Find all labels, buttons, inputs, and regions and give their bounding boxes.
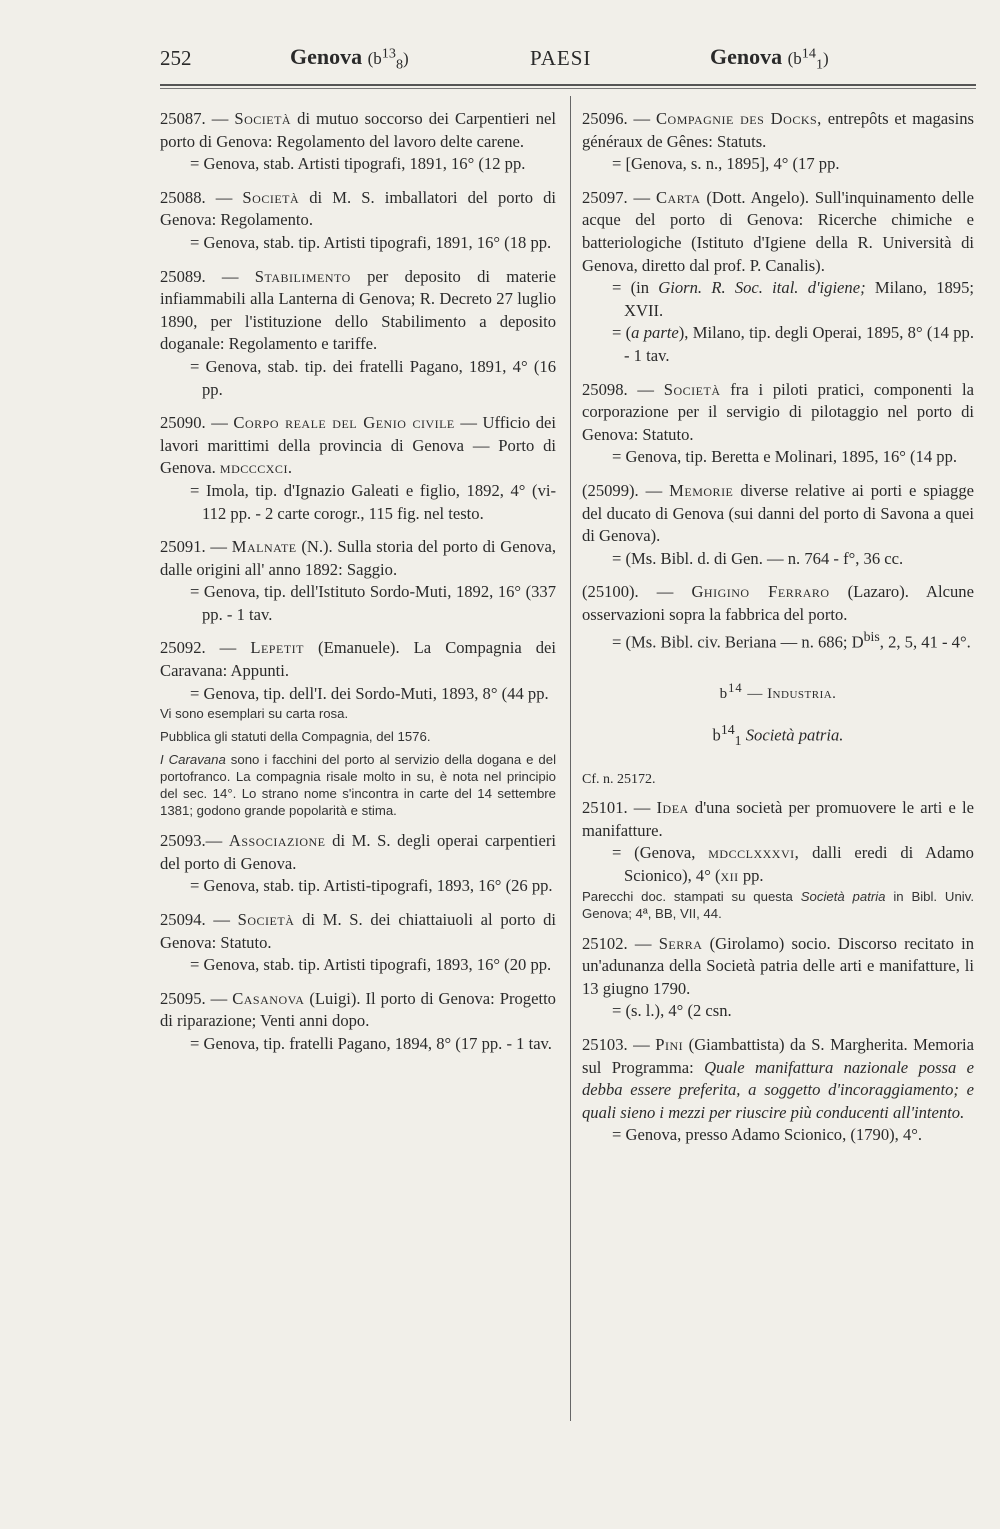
entry-note (582, 888, 974, 922)
entry-imprint: = Genova, presso Adamo Scionico, (1790), 4°. (612, 1125, 923, 1145)
entry-note: Pubblica gli statuti della Compagnia, del 1576. (160, 729, 431, 745)
entry-text: di M. S. degli operai carpentieri del porto di Genova. (160, 831, 556, 873)
entry-25087 (160, 108, 556, 176)
entry-text: (Dott. Angelo). Sull'inquinamento delle acque del porto di Genova: Ricerche chimiche e batteriologiche (Istituto d'Igiene della R. Università di Genova, diretto dal prof. P. Canalis). (582, 187, 975, 275)
entry-number: 25095. — (160, 988, 228, 1008)
page-number: 252 (160, 46, 192, 70)
subsection-sup: 14 (720, 722, 735, 738)
entry-text: entrepôts et magasins généraux de Gênes: Statuts. (582, 109, 974, 151)
header-left-word: Genova (290, 44, 363, 69)
entry-25098 (582, 379, 974, 469)
entry-text: fra i piloti pratici, componenti la corporazione per il servigio di pilotaggio nel porto di Genova: Statuto. (582, 379, 974, 444)
header-right-word: Genova (710, 44, 783, 69)
entry-imprint: = Genova, stab. Artisti tipografi, 1891, 16° (12 pp. (190, 154, 526, 174)
entry-25103 (582, 1034, 974, 1147)
imprint-text: dalli eredi di Adamo Scionico), 4° ( (624, 843, 974, 885)
entry-heading: Carta (655, 187, 701, 207)
imprint-text: Milano, 1895; XVII. (624, 278, 974, 320)
header-right-b: (b (787, 49, 802, 68)
entry-text: (Lazaro). Alcune osservazioni sopra la fabbrica del porto. (582, 582, 974, 624)
entry-25096 (582, 108, 974, 176)
left-column (160, 108, 556, 1067)
imprint-journal: Giorn. R. Soc. ital. d'igiene; (658, 278, 866, 298)
note-emphasis: Società patria (800, 888, 886, 904)
header-center: PAESI (530, 46, 592, 70)
entry-25091 (160, 536, 556, 626)
entry-number: 25097. — (582, 187, 651, 207)
note-text: sono i facchini del porto al servizio della dogana e del portofranco. La compagnia risale molto in su, è nota nel principio del sec. 14°. Lo strano nome s'incontra in carte del 14 settembre 1381; godono grande popolarità e stima. (160, 752, 556, 819)
entry-imprint: = Genova, tip. dell'Istituto Sordo-Muti, 1892, 16° (337 pp. - 1 tav. (190, 582, 556, 624)
entry-imprint: = Imola, tip. d'Ignazio Galeati e figlio, 1892, 4° (vi-112 pp. - 2 carte corogr., 115 fig. nel testo. (190, 480, 556, 523)
entry-number: 25098. — (582, 379, 654, 399)
column-divider (570, 96, 571, 1421)
right-column (582, 108, 974, 1158)
entry-25088 (160, 187, 556, 255)
entry-imprint (582, 842, 974, 887)
entry-imprint: = Genova, tip. dell'I. dei Sordo-Muti, 1893, 8° (44 pp. (190, 683, 549, 703)
note-text: Parecchi doc. stampati su questa (582, 888, 793, 904)
imprint-text: = (Ms. Bibl. civ. Beriana — n. 686; D (612, 633, 864, 652)
subsection-sub: 1 (734, 733, 742, 749)
entry-25097 (582, 187, 974, 368)
imprint-text: = (Genova, (612, 843, 696, 863)
entry-heading: Stabilimento (254, 266, 351, 286)
entry-25092 (160, 637, 556, 819)
entry-heading: Compagnie des Docks, (655, 109, 822, 128)
header-left-b: (b (367, 49, 382, 68)
entry-text: (Luigi). Il porto di Genova: Progetto di riparazione; Venti anni dopo. (160, 988, 556, 1031)
imprint-text: pp. (742, 866, 764, 885)
entry-heading: Memorie (669, 480, 734, 500)
entry-number: 25092. — (160, 638, 237, 658)
entry-heading: Serra (658, 933, 703, 953)
header-right-close: ) (823, 49, 829, 68)
entry-year: mdcccxci. (219, 458, 293, 478)
entry-imprint: = (Ms. Bibl. d. di Gen. — n. 764 - f°, 36 cc. (612, 548, 904, 568)
entry-imprint (582, 626, 974, 654)
imprint-emphasis: a parte (631, 323, 679, 343)
entry-25101 (582, 797, 974, 921)
imprint-text: = ( (612, 323, 632, 343)
entry-imprint: = Genova, stab. tip. Artisti tipografi, 1891, 16° (18 pp. (190, 232, 552, 252)
header-left-sub: 8 (395, 56, 404, 73)
entry-text: per deposito di materie infiammabili alla Lanterna di Genova; R. Decreto 27 luglio 1890, per l'istituzione dello Stabilimento a deposito doganale: Regolamento e tariffe. (160, 266, 556, 354)
entry-imprint: = [Genova, s. n., 1895], 4° (17 pp. (612, 154, 840, 174)
header-left-title (290, 44, 409, 73)
entry-25090 (160, 412, 556, 525)
entry-number: 25090. — (160, 413, 228, 433)
entry-imprint: = Genova, stab. tip. dei fratelli Pagano, 1891, 4° (16 pp. (190, 356, 556, 399)
imprint-pages: xii (720, 866, 739, 885)
entry-imprint: = Genova, stab. tip. Artisti tipografi, 1893, 16° (20 pp. (190, 955, 552, 975)
imprint-text: , 2, 5, 41 - 4°. (879, 633, 971, 652)
entry-number: 25088. — (160, 187, 233, 207)
section-sup: 14 (728, 680, 743, 695)
section-label: b (719, 685, 729, 702)
subsection-title: Società patria. (745, 725, 844, 745)
entry-note: Vi sono esemplari su carta rosa. (160, 706, 349, 722)
entry-25102 (582, 933, 974, 1023)
header-right-code (787, 45, 829, 73)
entry-text: (Emanuele). La Compagnia dei Caravana: Appunti. (160, 638, 557, 681)
entry-number: 25091. — (160, 537, 227, 557)
imprint-year: mdcclxxxvi, (708, 843, 800, 863)
entry-imprint: = Genova, stab. tip. Artisti-tipografi, 1893, 16° (26 pp. (190, 876, 553, 896)
entry-imprint: = Genova, tip. Beretta e Molinari, 1895, 16° (14 pp. (612, 447, 958, 467)
entry-number: 25087. — (160, 109, 229, 128)
entry-text: (Girolamo) socio. Discorso recitato in un'adunanza della Società patria delle arti e manifatture, li 13 giugno 1790. (582, 933, 975, 998)
entry-number: 25089. — (160, 266, 239, 286)
entry-25094 (160, 909, 556, 977)
entry-heading: Lepetit (250, 638, 304, 658)
entry-heading: Associazione (228, 831, 326, 851)
entry-25100 (582, 581, 974, 654)
entry-number: 25103. — (582, 1034, 650, 1054)
header-left-close: ) (403, 49, 409, 68)
header-right-sup: 14 (801, 45, 816, 62)
header-rule-thin (160, 88, 976, 89)
entry-25093 (160, 830, 556, 898)
entry-text: di M. S. dei chiattaiuoli al porto di Genova: Statuto. (160, 910, 556, 952)
imprint-text: = (in (612, 278, 650, 298)
imprint-text: ), Milano, tip. degli Operai, 1895, 8° (14 pp. - 1 tav. (624, 323, 974, 365)
entry-imprint (582, 277, 974, 322)
entry-25089 (160, 266, 556, 402)
entry-25095 (160, 988, 556, 1056)
entry-imprint (582, 322, 974, 367)
subsection-label: b (712, 725, 721, 745)
section-title: — Industria. (747, 685, 837, 702)
header-left-sup: 13 (381, 45, 396, 62)
header-right-sub: 1 (815, 56, 824, 73)
entry-number: 25101. — (582, 798, 651, 818)
entry-heading: Corpo reale del Genio civile (233, 413, 455, 433)
note-emphasis: I Caravana (160, 752, 226, 768)
entry-heading: Società (237, 910, 295, 930)
entry-number: 25096. — (582, 109, 651, 128)
entry-text: (N.). Sulla storia del porto di Genova, dalle origini all' anno 1892: Saggio. (160, 537, 556, 579)
entry-heading: Società (663, 379, 721, 399)
entry-number: 25102. — (582, 933, 652, 953)
entry-imprint: = (s. l.), 4° (2 csn. (612, 1001, 732, 1021)
entry-text: diverse relative ai porti e spiagge del ducato di Genova (sui danni del porto di Savona a quei di Genova). (582, 480, 974, 546)
entry-heading: Idea (656, 798, 689, 818)
entry-heading: Malnate (231, 537, 297, 557)
entry-heading: Ghigino Ferraro (691, 582, 830, 602)
header-right-title (710, 44, 829, 73)
entry-text: — Ufficio dei lavori marittimi della provincia di Genova — Porto di Genova. (160, 413, 557, 478)
entry-heading: Pini (655, 1034, 684, 1054)
entry-text: d'una società per promuovere le arti e le manifatture. (582, 798, 975, 840)
entry-number: 25093.— (160, 831, 223, 851)
running-header (160, 44, 980, 80)
header-rule-thick (160, 84, 976, 86)
entry-25099 (582, 480, 974, 570)
entry-imprint: = Genova, tip. fratelli Pagano, 1894, 8° (17 pp. - 1 tav. (190, 1034, 552, 1053)
entry-number: 25094. — (160, 910, 230, 930)
entry-text: di M. S. imballatori del porto di Genova: Regolamento. (160, 187, 556, 230)
entry-note (160, 751, 556, 819)
header-left-code (367, 45, 409, 73)
cross-reference: Cf. n. 25172. (582, 771, 656, 787)
entry-text: (Giambattista) da S. Margherita. Memoria sul Programma: (582, 1034, 974, 1077)
entry-text: di mutuo soccorso dei Carpentieri nel porto di Genova: Regolamento del lavoro delte carene. (160, 109, 557, 151)
note-text: in Bibl. Univ. Genova; 4ª, BB, VII, 44. (582, 888, 974, 921)
subsection-heading (582, 719, 974, 752)
entry-heading: Casanova (232, 988, 305, 1008)
entry-title-italic: Quale manifattura nazionale possa e debba essere preferita, a soggetto d'incoraggiamento; e quali sieno i mezzi per riuscire più conducenti all'intento. (582, 1057, 974, 1122)
section-heading (582, 677, 974, 706)
imprint-sup: bis (863, 629, 880, 645)
entry-number: (25100). — (582, 582, 674, 602)
entry-number: (25099). — (582, 480, 663, 500)
entry-heading: Società (234, 109, 292, 128)
entry-heading: Società (242, 187, 300, 207)
